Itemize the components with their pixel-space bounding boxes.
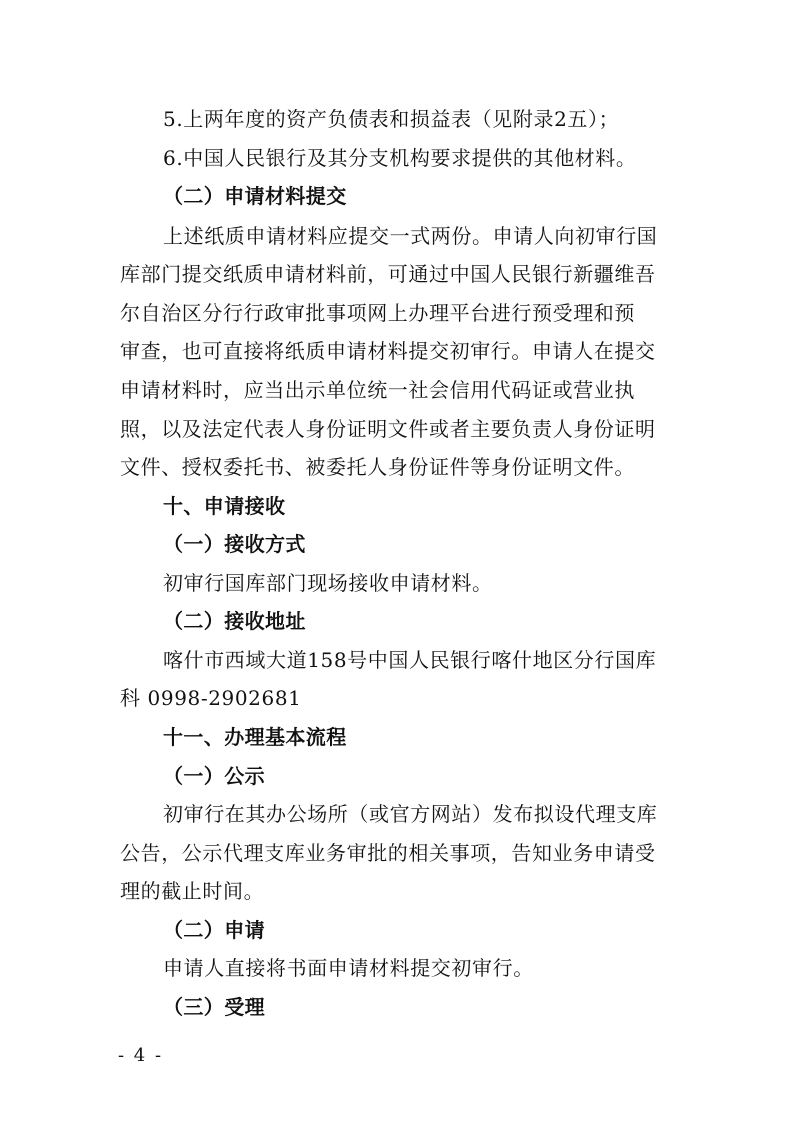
subsection-heading: （三）受理 — [163, 995, 265, 1019]
text-line: 喀什市西域大道158号中国人民银行喀什地区分行国库 — [163, 648, 657, 672]
section-heading: 十一、办理基本流程 — [163, 725, 347, 749]
subsection-heading: （二）申请 — [163, 918, 265, 942]
text-line: 上述纸质申请材料应提交一式两份。申请人向初审行国 — [163, 224, 658, 248]
page-number: - 4 - — [118, 1045, 164, 1066]
text-line: 库部门提交纸质申请材料前，可通过中国人民银行新疆维吾 — [120, 262, 656, 286]
text-line: 6.中国人民银行及其分支机构要求提供的其他材料。 — [163, 146, 637, 170]
text-line: 公告，公示代理支库业务审批的相关事项，告知业务申请受 — [120, 841, 656, 865]
text-line: 5.上两年度的资产负债表和损益表（见附录2五）； — [163, 107, 620, 131]
section-heading: 十、申请接收 — [163, 494, 286, 518]
text-line: 科 0998-2902681 — [120, 686, 302, 710]
text-line: 尔自治区分行行政审批事项网上办理平台进行预受理和预 — [120, 301, 635, 325]
text-line: 审查，也可直接将纸质申请材料提交初审行。申请人在提交 — [120, 339, 656, 363]
subsection-heading: （一）公示 — [163, 764, 265, 788]
subsection-heading: （二）申请材料提交 — [163, 184, 347, 208]
text-line: 照，以及法定代表人身份证明文件或者主要负责人身份证明 — [120, 417, 656, 441]
text-line: 初审行在其办公场所（或官方网站）发布拟设代理支库 — [163, 802, 658, 826]
text-line: 申请材料时，应当出示单位统一社会信用代码证或营业执 — [120, 378, 635, 402]
subsection-heading: （一）接收方式 — [163, 532, 306, 556]
text-line: 申请人直接将书面申请材料提交初审行。 — [163, 956, 534, 980]
text-line: 初审行国库部门现场接收申请材料。 — [163, 571, 493, 595]
subsection-heading: （二）接收地址 — [163, 609, 306, 633]
text-line: 文件、授权委托书、被委托人身份证件等身份证明文件。 — [120, 455, 635, 479]
text-line: 理的截止时间。 — [120, 879, 265, 903]
